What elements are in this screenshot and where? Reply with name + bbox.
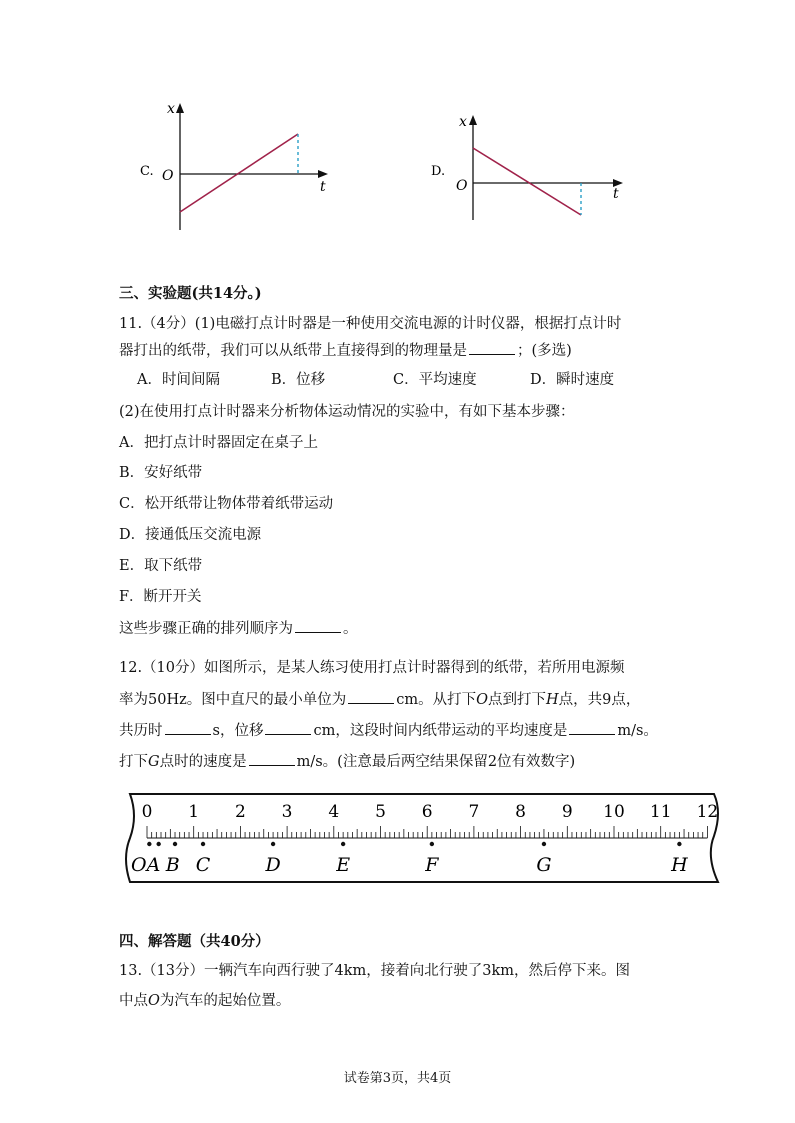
ruler-label-b: B — [165, 854, 180, 876]
q11-line2-pre: 器打出的纸带，我们可以从纸带上直接得到的物理量是 — [119, 343, 467, 359]
q11-step-a: A．把打点计时器固定在桌子上 — [119, 435, 318, 451]
q11-step-d: D．接通低压交流电源 — [119, 527, 262, 543]
ruler-dot-b — [173, 842, 177, 846]
q11-step-b: B．安好纸带 — [119, 465, 203, 481]
q11-option-c: C．平均速度 — [393, 372, 477, 388]
q11-option-b: B．位移 — [271, 372, 326, 388]
q13-line2 — [119, 991, 290, 1011]
q11-blank[interactable] — [469, 340, 515, 355]
ruler-labels — [131, 854, 688, 876]
graph-d-origin: O — [456, 178, 468, 194]
q12-text: m/s。 — [617, 723, 658, 739]
q13-text: 为汽车的起始位置。 — [159, 993, 291, 1009]
ruler-number: 4 — [328, 802, 340, 822]
q12-point-o: O — [476, 692, 488, 708]
q11-option-a: A．时间间隔 — [137, 372, 220, 388]
ruler-label-d: D — [265, 854, 281, 876]
q12-line4 — [119, 751, 575, 772]
q12-line1: 12.（10分）如图所示，是某人练习使用打点计时器得到的纸带，若所用电源频 — [119, 660, 625, 676]
ruler-number: 11 — [649, 802, 672, 822]
graph-c-option-label: C. — [140, 164, 154, 179]
graph-d — [425, 110, 635, 235]
ruler-numbers — [142, 802, 719, 822]
section3-heading: 三、实验题(共14分。) — [119, 285, 262, 302]
ruler-label-c: C — [195, 854, 211, 876]
ruler-number: 2 — [234, 802, 246, 822]
ruler-number: 0 — [141, 802, 153, 822]
q13-text: 中点 — [119, 993, 148, 1009]
ruler-dot-c — [201, 842, 205, 846]
q12-text: 共历时 — [119, 723, 163, 739]
ruler-dot-f — [430, 842, 434, 846]
q13-line1: 13.（13分）一辆汽车向西行驶了4km，接着向北行驶了3km，然后停下来。图 — [119, 963, 631, 979]
graph-c-line — [180, 134, 298, 212]
ruler-dot-h — [677, 842, 681, 846]
ruler-number: 7 — [468, 802, 480, 822]
q11-line1: 11.（4分）(1)电磁打点计时器是一种使用交流电源的计时仪器，根据打点计时 — [119, 316, 622, 332]
graph-d-x-label: x — [459, 114, 467, 130]
ruler-dot-o — [147, 842, 151, 846]
q11-step-e: E．取下纸带 — [119, 558, 203, 574]
q13-point-o: O — [148, 993, 160, 1009]
q12-blank-g-speed[interactable] — [249, 751, 295, 766]
q12-text: 打下 — [119, 754, 148, 770]
ruler-label-h: H — [671, 854, 688, 876]
ruler-dots — [147, 842, 681, 846]
q11-order-blank[interactable] — [295, 618, 341, 633]
q12-blank-avg-speed[interactable] — [569, 720, 615, 735]
q12-text: m/s。(注意最后两空结果保留2位有效数字) — [296, 754, 576, 770]
ruler-label-e: E — [336, 854, 351, 876]
ruler-number: 12 — [696, 802, 719, 822]
q12-text: 点，共9点， — [558, 692, 641, 708]
ruler-dot-g — [542, 842, 546, 846]
ruler-figure — [118, 786, 728, 890]
q12-blank-time[interactable] — [165, 720, 211, 735]
q12-point-h: H — [546, 692, 559, 708]
ruler-label-f: F — [425, 854, 439, 876]
q11-options — [137, 370, 657, 390]
q11-order-pre: 这些步骤正确的排列顺序为 — [119, 621, 293, 637]
graph-d-x-arrow — [469, 115, 477, 125]
graph-c-t-arrow — [318, 170, 328, 178]
q11-line2 — [119, 340, 572, 361]
q12-line3 — [119, 720, 658, 741]
q12-text: s，位移 — [212, 723, 264, 739]
ruler-ticks — [147, 826, 707, 838]
graph-c — [130, 95, 350, 240]
ruler-number: 6 — [421, 802, 433, 822]
q12-text: 点时的速度是 — [159, 754, 247, 770]
q11-line2-post: ；(多选) — [517, 343, 572, 359]
q11-order — [119, 618, 358, 639]
graph-c-origin: O — [162, 168, 174, 184]
ruler-label-g: G — [536, 854, 552, 876]
ruler-number: 9 — [561, 802, 573, 822]
q12-line2 — [119, 689, 640, 710]
q12-point-g: G — [148, 754, 160, 770]
q12-blank-unit[interactable] — [348, 689, 394, 704]
section4-heading: 四、解答题（共40分） — [119, 933, 270, 950]
ruler-number: 10 — [603, 802, 625, 822]
q12-text: 点到打下 — [488, 692, 546, 708]
ruler-dot-a — [156, 842, 160, 846]
graph-c-x-arrow — [176, 103, 184, 113]
graph-d-t-label: t — [613, 186, 619, 202]
ruler-number: 8 — [515, 802, 527, 822]
ruler-dot-e — [341, 842, 345, 846]
page-footer: 试卷第3页，共4页 — [343, 1071, 452, 1086]
q11-order-post: 。 — [343, 621, 358, 637]
q12-blank-displacement[interactable] — [265, 720, 311, 735]
graph-d-option-label: D. — [431, 164, 446, 179]
q12-text: cm，这段时间内纸带运动的平均速度是 — [313, 723, 568, 739]
q12-text: 率为50Hz。图中直尺的最小单位为 — [119, 692, 347, 708]
graph-c-x-label: x — [167, 101, 175, 117]
ruler-number: 5 — [375, 802, 386, 822]
graph-d-line — [473, 148, 581, 215]
q12-text: cm。从打下 — [396, 692, 477, 708]
q11-part2-intro: (2)在使用打点计时器来分析物体运动情况的实验中，有如下基本步骤： — [119, 404, 575, 420]
graph-c-t-label: t — [320, 179, 326, 195]
ruler-number: 1 — [188, 802, 200, 822]
q11-option-d: D．瞬时速度 — [530, 372, 615, 388]
ruler-label-oa: OA — [131, 854, 161, 876]
ruler-dot-d — [271, 842, 275, 846]
q11-step-c: C．松开纸带让物体带着纸带运动 — [119, 496, 334, 512]
q11-step-f: F．断开开关 — [119, 589, 202, 605]
ruler-number: 3 — [281, 802, 293, 822]
